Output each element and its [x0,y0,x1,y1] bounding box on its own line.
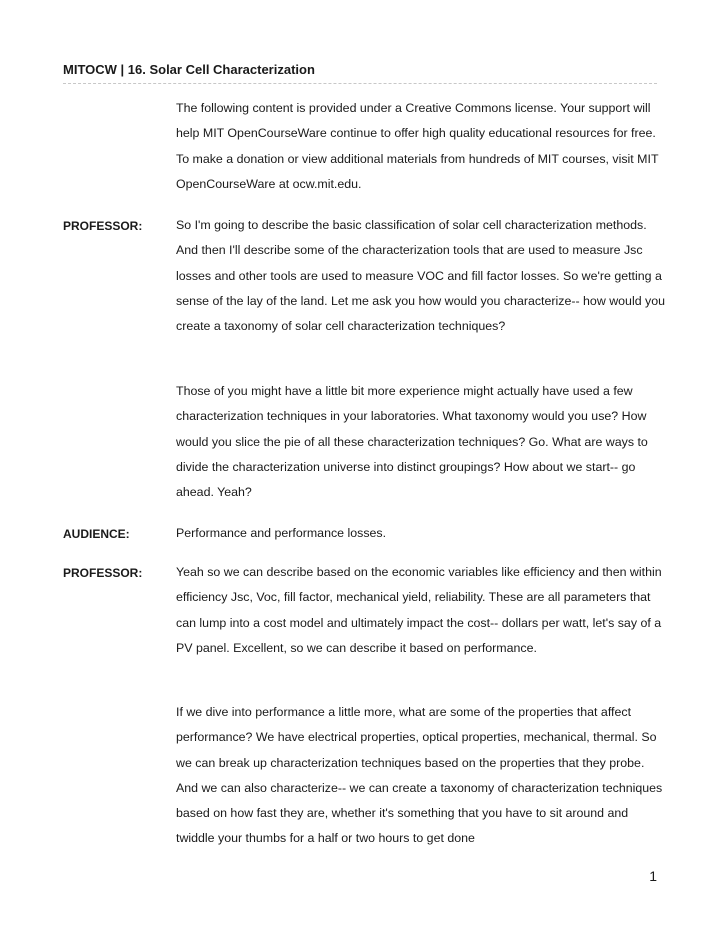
page-number: 1 [649,868,657,884]
speaker-label: PROFESSOR: [63,219,143,233]
transcript-paragraph: If we dive into performance a little more, what are some of the properties that affect performance? We have electrical properties, optical properties, mechanical, thermal. So we can break up characterization techniques based on the properties that they probe. And we can also characterize-- we can create a taxonomy of characterization techniques based on how fast they are, whether it's something that you have to sit around and twiddle your thumbs for a half or two hours to get done [176,705,663,846]
speaker-label: PROFESSOR: [63,566,143,580]
transcript-paragraph: So I'm going to describe the basic classification of solar cell characterization methods. And then I'll describe some of the characterization tools that are used to measure Jsc losses and other tools are used to measure VOC and fill factor losses. So we're getting a sense of the lay of the land. Let me ask you how would you characterize-- how would you create a taxonomy of solar cell characterization techniques? [176,218,666,334]
intro-paragraph: The following content is provided under a Creative Commons license. Your support will help MIT OpenCourseWare continue to offer high quality educational resources for free. To make a donation or view additional materials from hundreds of MIT courses, visit MIT OpenCourseWare at ocw.mit.edu. [176,101,659,191]
transcript-paragraph: Those of you might have a little bit more experience might actually have used a few characterization techniques in your laboratories. What taxonomy would you use? How would you slice the pie of all these characterization techniques? Go. What are ways to divide the characterization universe into distinct groupings? How about we start-- go ahead. Yeah? [176,384,648,500]
document-title: MITOCW | 16. Solar Cell Characterization [63,62,315,77]
title-divider [63,83,657,84]
transcript-paragraph: Performance and performance losses. [176,526,387,540]
transcript-paragraph: Yeah so we can describe based on the economic variables like efficiency and then within efficiency Jsc, Voc, fill factor, mechanical yield, reliability. These are all parameters that can lump into a cost model and ultimately impact the cost-- dollars per watt, let's say of a PV panel. Excellent, so we can describe it based on performance. [176,565,662,655]
speaker-label: AUDIENCE: [63,527,130,541]
